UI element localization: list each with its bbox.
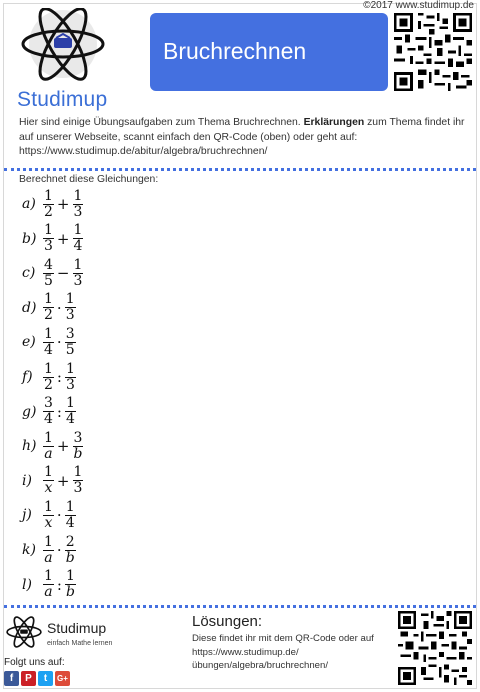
denominator: 4 xyxy=(44,411,53,428)
denominator: 5 xyxy=(44,272,53,289)
fraction xyxy=(65,327,76,358)
exercise-label: a) xyxy=(22,196,36,212)
brand-name: Studimup xyxy=(17,88,108,111)
numerator: 4 xyxy=(44,256,53,273)
dotted-divider-top xyxy=(4,168,476,171)
numerator: 1 xyxy=(65,360,75,377)
fraction xyxy=(65,362,76,393)
numerator: 1 xyxy=(65,498,75,515)
footer-brand-name: Studimup xyxy=(47,620,107,636)
denominator: a xyxy=(44,549,53,566)
operator: · xyxy=(56,298,62,317)
denominator: 2 xyxy=(44,203,53,220)
page-title: Bruchrechnen xyxy=(163,38,307,64)
fraction xyxy=(43,569,54,600)
qr-code-icon[interactable] xyxy=(398,610,472,686)
numerator: 1 xyxy=(44,568,53,585)
solutions-heading: Lösungen: xyxy=(192,613,263,630)
denominator: 2 xyxy=(44,376,53,393)
denominator: 4 xyxy=(73,238,83,255)
fraction xyxy=(65,292,76,323)
numerator: 1 xyxy=(73,256,83,273)
dotted-divider-bottom xyxy=(4,605,476,608)
numerator: 1 xyxy=(65,291,75,308)
pinterest-icon[interactable]: P xyxy=(21,671,36,686)
exercise-item xyxy=(22,568,77,602)
denominator: a xyxy=(44,445,53,462)
exercise-label: j) xyxy=(22,507,32,524)
qr-code-icon[interactable] xyxy=(393,13,473,91)
copyright-notice: ©2017 www.studimup.de xyxy=(363,0,474,11)
denominator: x xyxy=(44,480,53,497)
exercise-item xyxy=(22,395,77,429)
fraction xyxy=(43,535,54,566)
exercise-item xyxy=(22,256,84,290)
twitter-icon[interactable]: t xyxy=(38,671,53,686)
operator: · xyxy=(56,541,62,559)
fraction xyxy=(65,396,76,427)
fraction xyxy=(43,223,54,254)
exercise-label: h) xyxy=(22,438,37,455)
denominator: a xyxy=(44,584,53,601)
exercise-label: e) xyxy=(22,334,36,351)
exercise-item xyxy=(22,429,84,463)
exercise-label: f) xyxy=(22,369,33,385)
denominator: 3 xyxy=(65,376,75,393)
operator: + xyxy=(56,195,70,213)
atom-logo-icon xyxy=(18,8,108,88)
exercise-item xyxy=(22,360,77,394)
fraction xyxy=(65,500,76,531)
fraction xyxy=(43,431,54,462)
exercise-item xyxy=(22,291,77,325)
numerator: 1 xyxy=(65,395,75,412)
task-heading: Berechnet diese Gleichungen: xyxy=(19,174,159,185)
numerator: 1 xyxy=(44,464,53,481)
fraction xyxy=(43,396,54,427)
exercise-item xyxy=(22,533,77,567)
denominator: 4 xyxy=(65,514,75,531)
numerator: 1 xyxy=(44,187,53,204)
denominator: 4 xyxy=(44,341,53,358)
exercise-label: i) xyxy=(22,472,32,489)
atom-logo-icon xyxy=(5,615,43,649)
operator: + xyxy=(56,437,70,456)
solutions-text: Diese findet ihr mit dem QR-Code oder auf https://www.studimup.de/ übungen/algebra/bruchrechnen/ xyxy=(192,633,374,671)
operator: : xyxy=(56,402,62,421)
denominator: 4 xyxy=(65,411,75,428)
numerator: 1 xyxy=(44,325,53,342)
denominator: 3 xyxy=(44,238,53,255)
numerator: 3 xyxy=(44,395,53,412)
fraction xyxy=(43,327,54,358)
exercise-label: k) xyxy=(22,542,36,558)
title-banner xyxy=(150,13,388,91)
fraction xyxy=(43,258,54,289)
denominator: 3 xyxy=(73,203,83,220)
fraction xyxy=(65,535,76,566)
exercise-label: c) xyxy=(22,265,36,282)
fraction xyxy=(73,258,84,289)
fraction xyxy=(65,569,76,600)
numerator: 1 xyxy=(44,291,53,308)
operator: : xyxy=(56,575,62,594)
denominator: b xyxy=(65,549,75,566)
numerator: 1 xyxy=(44,222,53,239)
numerator: 1 xyxy=(66,568,75,585)
intro-bold-keyword: Erklärungen xyxy=(303,117,365,128)
intro-text: Hier sind einige Übungsaufgaben zum Thema Bruchrechnen. xyxy=(19,117,301,128)
numerator: 1 xyxy=(73,187,83,204)
exercise-label: l) xyxy=(22,576,32,593)
exercise-label: g) xyxy=(22,403,37,420)
exercise-item xyxy=(22,222,84,256)
operator: : xyxy=(56,368,62,386)
exercise-item xyxy=(22,325,77,359)
fraction xyxy=(73,189,84,220)
facebook-icon[interactable]: f xyxy=(4,671,19,686)
follow-label: Folgt uns auf: xyxy=(4,657,65,668)
exercise-label: b) xyxy=(22,230,37,247)
numerator: 1 xyxy=(73,464,83,481)
numerator: 3 xyxy=(73,429,83,446)
denominator: b xyxy=(65,584,75,601)
fraction xyxy=(43,189,54,220)
denominator: x xyxy=(44,514,53,531)
footer-slogan: einfach Mathe lernen xyxy=(47,640,113,647)
numerator: 1 xyxy=(44,498,53,515)
numerator: 1 xyxy=(73,222,83,239)
denominator: 3 xyxy=(73,480,83,497)
operator: − xyxy=(56,264,70,283)
denominator: 2 xyxy=(44,307,53,324)
fraction xyxy=(43,500,54,531)
operator: + xyxy=(56,471,70,490)
operator: · xyxy=(56,506,62,525)
denominator: 3 xyxy=(65,307,75,324)
intro-paragraph xyxy=(19,116,471,160)
operator: · xyxy=(56,333,62,352)
operator: + xyxy=(56,229,70,248)
google-plus-icon[interactable]: G+ xyxy=(55,671,70,686)
numerator: 1 xyxy=(44,360,53,377)
numerator: 2 xyxy=(65,533,75,550)
numerator: 1 xyxy=(44,533,53,550)
exercise-item xyxy=(22,464,84,498)
exercise-item xyxy=(22,187,84,221)
fraction xyxy=(43,362,54,393)
fraction xyxy=(43,465,54,496)
fraction xyxy=(73,223,84,254)
fraction xyxy=(43,292,54,323)
numerator: 3 xyxy=(65,325,75,342)
exercise-item xyxy=(22,498,77,532)
denominator: 5 xyxy=(65,341,75,358)
intro-link-text: zum Thema findet ihr auf unserer Webseite, scannt einfach den QR-Code (oben) oder geht auf: https://www.studimup.de/abitur/algebra/bruchrechnen/ xyxy=(19,117,465,157)
fraction xyxy=(73,465,84,496)
denominator: b xyxy=(73,445,83,462)
fraction xyxy=(73,431,84,462)
exercise-label: d) xyxy=(22,299,37,316)
numerator: 1 xyxy=(44,429,53,446)
denominator: 3 xyxy=(73,272,83,289)
